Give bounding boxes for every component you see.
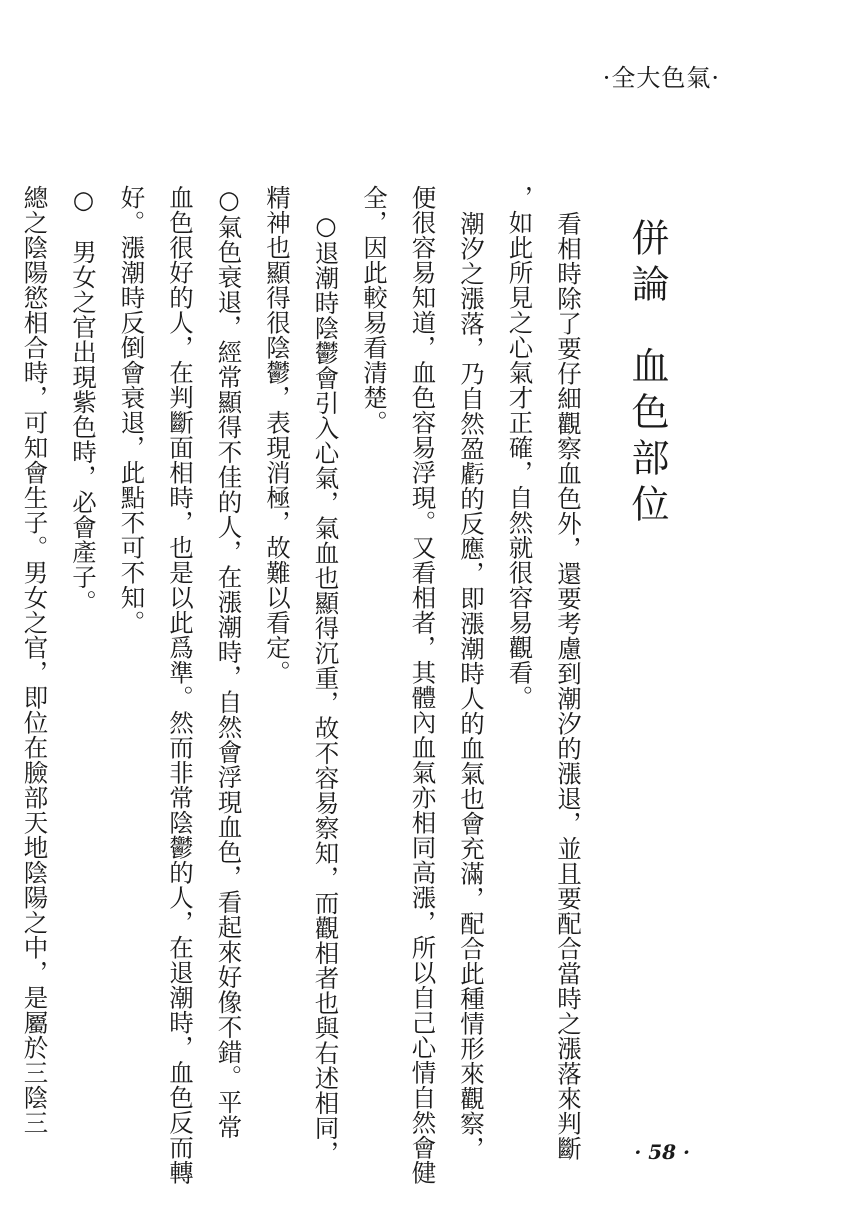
body-text (20, 185, 592, 1185)
text-column-10: 好。漲潮時反倒會衰退，此點不可不知。 (117, 185, 147, 635)
text-column-12: 總之陰陽慾相合時，可知會生子。男女之官，即位在臉部天地陰陽之中，是屬於三陰三 (20, 185, 50, 1135)
text-column-3: 潮汐之漲落，乃自然盈虧的反應，即漲潮時人的血氣也會充滿，配合此種情形來觀察， (457, 211, 486, 1161)
chapter-title (622, 218, 672, 530)
chapter-title-part2: 血色部位 (625, 346, 669, 530)
text-column-4: 便很容易知道，血色容易浮現。又看相者，其體內血氣亦相同高漲，所以自己心情自然會健 (408, 185, 438, 1185)
text-column-9: 血色很好的人，在判斷面相時，也是以此爲準。然而非常陰鬱的人，在退潮時，血色反而轉 (166, 185, 195, 1185)
text-column-11: ○ 男女之官出現紫色時，必會產子。 (69, 185, 98, 615)
text-column-5: 全，因此較易看清楚。 (360, 185, 389, 435)
page-number: · 58 · (634, 1140, 690, 1164)
text-column-1: 看相時除了要仔細觀察血色外，還要考慮到潮汐的漲退，並且要配合當時之漲落來判斷 (554, 211, 583, 1161)
running-header: ·全大色氣· (602, 64, 720, 92)
text-column-8: ○氣色衰退，經常顯得不佳的人，在漲潮時，自然會浮現血色，看起來好像不錯。平常 (214, 185, 244, 1140)
text-column-7: 精神也顯得很陰鬱，表現消極，故難以看定。 (263, 185, 292, 685)
chapter-title-part1: 併論 (625, 218, 669, 310)
text-column-2: ，如此所見之心氣才正確，自然就很容易觀看。 (505, 185, 535, 710)
text-column-6: ○退潮時陰鬱會引入心氣，氣血也顯得沉重，故不容易察知，而觀相者也與右述相同， (311, 211, 341, 1166)
